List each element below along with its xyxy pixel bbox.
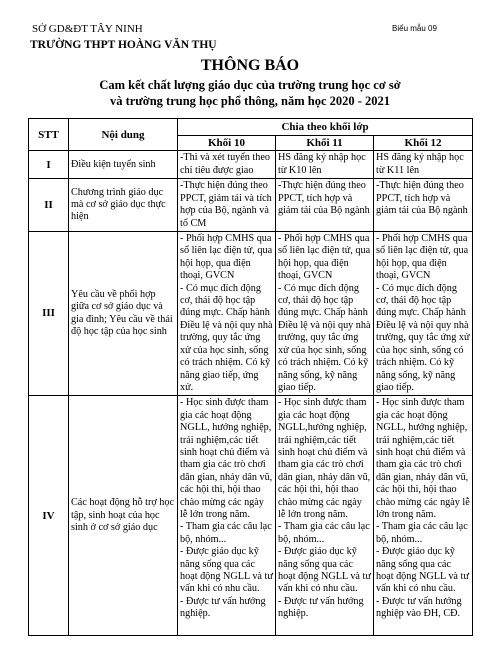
school-name: TRƯỜNG THPT HOÀNG VĂN THỤ: [30, 39, 217, 51]
department-name: SỞ GD&ĐT TÂY NINH: [32, 23, 143, 35]
row-content: Các hoạt động hỗ trợ học tập, sinh hoạt của học sinh ở cơ sở giáo dục: [69, 396, 178, 636]
row-grade-10: -Thi và xét tuyển theo chỉ tiêu được giao: [178, 151, 276, 179]
header-grade-12: Khối 12: [374, 136, 473, 151]
row-grade-12: -Thực hiện đúng theo PPCT, tích hợp và giảm tải của Bộ ngành: [374, 179, 473, 232]
header-grade-10: Khối 10: [178, 136, 276, 151]
row-grade-11: - Học sinh được tham gia các hoạt động NGLL,hướng nghiệp, trải nghiệm,các tiết sinh hoạt chủ điểm và tham gia các trò chơi dân gian, nhảy dân vũ, các hội thi, hội thao chào mừng các ngày lễ lớn trong năm. - Tham gia các câu lạc bộ, nhóm... - Được giáo dục kỹ năng sống qua các hoạt động NGLL và tư vấn khi có nhu cầu. - Được tư vấn hướng nghiệp.: [276, 396, 374, 636]
row-grade-11: HS đăng ký nhập học từ K10 lên: [276, 151, 374, 179]
row-grade-12: HS đăng ký nhập học từ K11 lên: [374, 151, 473, 179]
header-content: Nội dung: [69, 119, 178, 151]
row-content: Yêu cầu về phối hợp giữa cơ sở giáo dục và gia đình; Yêu cầu về thái độ học tập của học sinh: [69, 232, 178, 396]
row-grade-12: - Học sinh được tham gia các hoạt động NGLL, hướng nghiệp, trải nghiệm,các tiết sinh hoạt chủ điểm và tham gia các trò chơi dân gian, nhảy dân vũ, các hội thi, hội thao chào mừng các ngày lễ lớn trong năm. - Tham gia các câu lạc bộ, nhóm... - Được giáo dục kỹ năng sống qua các hoạt động NGLL và tư vấn khi có nhu cầu. - Được tư vấn hướng nghiệp vào ĐH, CĐ.: [374, 396, 473, 636]
commitment-table: [28, 118, 473, 636]
document-subtitle-line2: và trường trung học phổ thông, năm học 2020 - 2021: [109, 94, 391, 108]
row-grade-12: - Phối hợp CMHS qua sổ liên lạc điện tử, qua hội họp, qua điện thoại, GVCN - Có mục đích động cơ, thái độ học tập đúng mực. Chấp hành Điều lệ và nội quy nhà trường, quy tắc ứng xử của học sinh, sống có trách nhiệm. Có kỹ năng sống, kỹ năng giao tiếp.: [374, 232, 473, 396]
table-header-row: [29, 119, 473, 136]
row-stt: II: [29, 179, 69, 232]
row-grade-10: -Thực hiện đúng theo PPCT, giảm tải và tích hợp của Bộ, ngành và tổ CM: [178, 179, 276, 232]
document-title: THÔNG BÁO: [200, 57, 300, 74]
row-content: Chương trình giáo dục mà cơ sở giáo dục thực hiện: [69, 179, 178, 232]
table-row: [29, 151, 473, 179]
row-stt: I: [29, 151, 69, 179]
row-stt: III: [29, 232, 69, 396]
row-grade-11: - Phối hợp CMHS qua sổ liên lạc điện tử, qua hội họp, qua điện thoại, GVCN - Có mục đích động cơ, thái độ học tập đúng mực. Chấp hành Điều lệ và nội quy nhà trường, quy tắc ứng xử của học sinh, sống có trách nhiệm. Có kỹ năng sống, kỹ năng giao tiếp.: [276, 232, 374, 396]
table-row: [29, 396, 473, 636]
table-row: [29, 232, 473, 396]
row-grade-10: - Học sinh được tham gia các hoạt động NGLL, hướng nghiệp, trải nghiệm,các tiết sinh hoạt chủ điểm và tham gia các trò chơi dân gian, nhảy dân vũ, các hội thi, hội thao chào mừng các ngày lễ lớn trong năm. - Tham gia các câu lạc bộ, nhóm... - Được giáo dục kỹ năng sống qua các hoạt động NGLL và tư vấn khi có nhu cầu. - Được tư vấn hướng nghiệp.: [178, 396, 276, 636]
document-subtitle-line1: Cam kết chất lượng giáo dục của trường trung học cơ sở: [99, 78, 401, 92]
row-content: Điều kiện tuyển sinh: [69, 151, 178, 179]
header-stt: STT: [29, 119, 69, 151]
header-grade-group: Chia theo khối lớp: [178, 119, 473, 136]
row-grade-10: - Phối hợp CMHS qua sổ liên lạc điện tử, qua hội họp, qua điện thoại, GVCN - Có mục đích động cơ, thái độ học tập đúng mực. Chấp hành Điều lệ và nội quy nhà trường, quy tắc ứng xử của học sinh, sống có trách nhiệm. Có kỹ năng giao tiếp, ứng xử.: [178, 232, 276, 396]
row-stt: IV: [29, 396, 69, 636]
header-grade-11: Khối 11: [276, 136, 374, 151]
row-grade-11: -Thực hiện đúng theo PPCT, tích hợp và giảm tải của Bộ ngành: [276, 179, 374, 232]
form-number: Biểu mẫu 09: [392, 24, 437, 33]
table-row: [29, 179, 473, 232]
